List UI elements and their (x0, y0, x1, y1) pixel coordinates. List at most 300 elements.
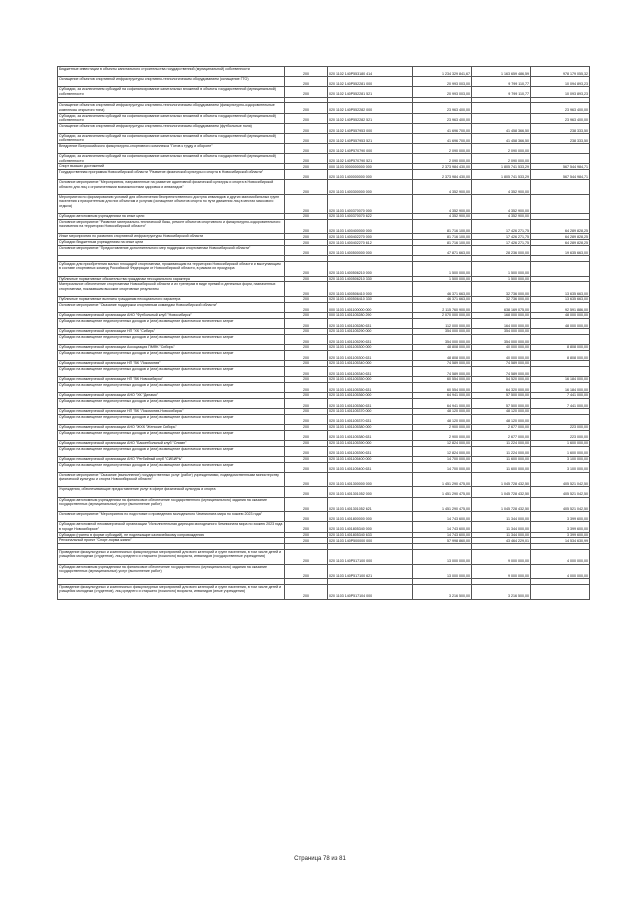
row-ved-cell: 200 (285, 564, 328, 579)
row-remaining-cell: 1 600 000,00 (531, 446, 590, 456)
row-remaining-cell: 92 591 886,00 (531, 302, 590, 312)
row-ved-cell: 200 (285, 246, 328, 256)
row-remaining-cell: 48 000 000,00 (531, 313, 590, 319)
row-ved-cell: 200 (285, 144, 328, 154)
row-remaining-cell: 4 000 000,00 (531, 564, 590, 579)
row-approved-cell: 20 993 003,00 (413, 77, 472, 87)
row-code-cell: 020 1103 1401105400 000 (328, 456, 413, 462)
row-remaining-cell: 4 000 000,00 (531, 549, 590, 564)
row-ved-cell: 200 (285, 234, 328, 240)
row-code-cell: 020 1103 1401105390 000 (328, 440, 413, 446)
row-approved-cell: 354 000 000,00 (413, 328, 472, 334)
table-row (58, 262, 590, 277)
row-executed-cell: 1 045 728 432,50 (472, 472, 531, 487)
row-remaining-cell (531, 366, 590, 376)
row-remaining-cell (531, 584, 590, 599)
row-executed-cell: 11 224 000,00 (472, 446, 531, 456)
table-row (58, 487, 590, 497)
table-row (58, 87, 590, 97)
row-name-cell: Субсидии некоммерческой организации НП "ВК Новосибирск" (58, 376, 285, 382)
row-code-cell: 020 1102 140Р557953 521 (328, 133, 413, 143)
table-row (58, 334, 590, 344)
table-row (58, 195, 590, 214)
row-executed-cell: 2 677 000,00 (472, 430, 531, 440)
row-remaining-cell: 3 100 000,00 (531, 462, 590, 472)
row-code-cell: 020 1102 140Р557953 000 (328, 123, 413, 133)
table-row (58, 414, 590, 424)
row-ved-cell: 200 (285, 350, 328, 360)
row-approved-cell: 81 716 100,00 (413, 234, 472, 240)
row-ved-cell: 200 (285, 328, 328, 334)
row-executed-cell: 9 000 000,00 (472, 549, 531, 564)
row-ved-cell: 200 (285, 532, 328, 538)
row-remaining-cell: 223 000,00 (531, 430, 590, 440)
row-approved-cell: 1 451 290 475,00 (413, 487, 472, 497)
row-executed-cell: 48 120 000,00 (472, 408, 531, 414)
row-name-cell: Субсидии некоммерческой организации АНО "ХК "Динамо" (58, 392, 285, 398)
row-code-cell: 020 1102 140Р552281 000 (328, 77, 413, 87)
row-ved-cell: 200 (285, 446, 328, 456)
row-code-cell: 000 1103 0000000000 000 (328, 164, 413, 170)
row-approved-cell: 4 352 900,00 (413, 214, 472, 220)
row-approved-cell: 47 871 663,00 (413, 246, 472, 256)
row-ved-cell: 200 (285, 344, 328, 350)
table-row (58, 113, 590, 123)
row-approved-cell: 23 963 400,00 (413, 103, 472, 113)
table-row (58, 302, 590, 312)
row-name-cell: Субсидии, за исключением субсидий на софинансирование капитальных вложений в объекты государственной (муниципальной) собственности (58, 154, 285, 164)
row-name-cell: Бюджетные инвестиции в объекты капитального строительства государственной (муниципальной) собственности (58, 67, 285, 77)
row-remaining-cell: 14 534 630,99 (531, 538, 590, 544)
row-name-cell: Субсидии, за исключением субсидий на софинансирование капитальных вложений в объекты государственной (муниципальной) собственности (58, 87, 285, 97)
row-name-cell: Субсидии некоммерческой организации АНО "Регбийный клуб "СИБИРЬ" (58, 456, 285, 462)
row-ved-cell: 200 (285, 297, 328, 303)
row-executed-cell: 9 000 000,00 (472, 564, 531, 579)
row-executed-cell: 2 090 000,00 (472, 154, 531, 164)
row-code-cell: 020 1103 1400402270 000 (328, 234, 413, 240)
row-executed-cell: 1 805 741 533,29 (472, 164, 531, 170)
row-executed-cell (472, 113, 531, 123)
row-executed-cell (472, 103, 531, 113)
row-code-cell: 020 1103 1400500000 000 (328, 246, 413, 256)
row-executed-cell: 9 799 110,77 (472, 87, 531, 97)
row-ved-cell: 200 (285, 512, 328, 522)
row-approved-cell: 57 998 860,00 (413, 538, 472, 544)
row-ved-cell: 200 (285, 549, 328, 564)
row-code-cell: 020 1103 1401105350 000 (328, 376, 413, 382)
row-code-cell: 020 1103 1401105360 000 (328, 392, 413, 398)
row-executed-cell: 1 500 000,00 (472, 276, 531, 282)
row-executed-cell: 11 344 000,00 (472, 532, 531, 538)
row-code-cell: 020 1103 1401105370 631 (328, 414, 413, 424)
row-ved-cell: 200 (285, 408, 328, 414)
row-approved-cell: 2 373 984 430,00 (413, 170, 472, 180)
row-code-cell: 020 1103 1401105380 631 (328, 430, 413, 440)
row-name-cell: Субсидии некоммерческой организации Ассоциация ПМФК "Сибирь" (58, 344, 285, 350)
row-remaining-cell (531, 154, 590, 164)
row-remaining-cell: 64 289 828,25 (531, 219, 590, 234)
row-executed-cell: 1 045 728 432,50 (472, 487, 531, 497)
row-executed-cell: 11 600 000,00 (472, 456, 531, 462)
table-row (58, 366, 590, 376)
row-approved-cell: 41 696 700,00 (413, 133, 472, 143)
row-approved-cell: 20 993 003,00 (413, 87, 472, 97)
row-approved-cell: 2 115 760 900,00 (413, 302, 472, 312)
row-name-cell: Основное мероприятие "Оказание (выполнение) государственных услуг (работ) учреждениями, подведомственными министерству физической культуры и спорта Новосибирской области" (58, 472, 285, 487)
row-remaining-cell: 405 521 042,50 (531, 497, 590, 512)
row-code-cell: 020 1103 140Р517100 000 (328, 549, 413, 564)
row-executed-cell: 354 000 000,00 (472, 334, 531, 344)
row-name-cell: Основное мероприятие "Мероприятия по подготовке и проведению молодежного Чемпионата мира по хоккею 2023 года" (58, 512, 285, 522)
row-approved-cell: 2 090 000,00 (413, 144, 472, 154)
row-executed-cell: 43 464 229,01 (472, 538, 531, 544)
row-code-cell: 020 1103 1401805340 633 (328, 532, 413, 538)
row-ved-cell: 200 (285, 462, 328, 472)
row-ved-cell: 200 (285, 262, 328, 277)
row-approved-cell: 14 743 600,00 (413, 522, 472, 532)
table-row (58, 103, 590, 113)
row-executed-cell: 57 500 000,00 (472, 392, 531, 398)
row-code-cell: 020 1103 1400402270 612 (328, 240, 413, 246)
row-name-cell: Субсидии на возмещение недополученных доходов и (или) возмещение фактически понесенных затрат (58, 446, 285, 456)
row-ved-cell: 200 (285, 313, 328, 319)
row-executed-cell: 17 426 271,75 (472, 240, 531, 246)
row-ved-cell: 200 (285, 456, 328, 462)
row-code-cell: 020 1102 140Р570790 000 (328, 144, 413, 154)
row-code-cell: 020 1103 1401301052 000 (328, 487, 413, 497)
row-code-cell: 020 1103 1400506210 330 (328, 276, 413, 282)
row-code-cell: 020 1103 1400300000 000 (328, 180, 413, 195)
row-approved-cell: 74 589 000,00 (413, 360, 472, 366)
row-remaining-cell: 64 289 828,25 (531, 234, 590, 240)
row-ved-cell: 200 (285, 366, 328, 376)
row-executed-cell: 4 352 900,00 (472, 195, 531, 214)
row-ved-cell: 200 (285, 154, 328, 164)
row-code-cell: 000 1103 1401105280 290 (328, 313, 413, 319)
row-remaining-cell: 13 635 663,00 (531, 297, 590, 303)
row-executed-cell: 17 426 271,75 (472, 219, 531, 234)
row-remaining-cell: 405 521 042,50 (531, 487, 590, 497)
row-code-cell: 020 1103 1401800000 000 (328, 512, 413, 522)
row-code-cell: 020 1103 140Р500000 000 (328, 538, 413, 544)
row-code-cell: 020 1103 140Р517100 621 (328, 564, 413, 579)
row-executed-cell: 1 163 659 486,59 (472, 67, 531, 77)
row-ved-cell: 200 (285, 398, 328, 408)
row-executed-cell: 32 736 000,00 (472, 282, 531, 297)
row-approved-cell: 48 120 000,00 (413, 414, 472, 424)
row-remaining-cell: 405 521 042,50 (531, 472, 590, 487)
row-remaining-cell: 10 094 893,23 (531, 77, 590, 87)
page-number: Страница 78 из 81 (294, 856, 346, 862)
row-approved-cell: 81 716 100,00 (413, 219, 472, 234)
row-name-cell: Субсидии автономным учреждениям на иные цели (58, 214, 285, 220)
row-executed-cell: 40 000 000,00 (472, 350, 531, 360)
row-code-cell: 020 1103 1400370070 000 (328, 195, 413, 214)
row-approved-cell: 14 743 600,00 (413, 512, 472, 522)
row-remaining-cell: 1 600 000,00 (531, 440, 590, 446)
row-code-cell: 020 1103 1400506410 330 (328, 297, 413, 303)
budget-report-page (57, 66, 588, 600)
row-code-cell: 020 1103 1400370070 622 (328, 214, 413, 220)
row-name-cell: Субсидии на возмещение недополученных доходов и (или) возмещение фактически понесенных затрат (58, 366, 285, 376)
row-remaining-cell: 8 808 000,00 (531, 344, 590, 350)
table-row (58, 512, 590, 522)
row-executed-cell: 2 677 000,00 (472, 424, 531, 430)
row-code-cell: 020 1103 1401105340 631 (328, 366, 413, 376)
row-name-cell: Субсидии некоммерческой организации НП "ВК "Локомотив" (58, 360, 285, 366)
row-ved-cell: 200 (285, 123, 328, 133)
row-ved-cell: 200 (285, 170, 328, 180)
row-approved-cell: 2 373 984 430,00 (413, 164, 472, 170)
row-approved-cell: 48 808 000,00 (413, 344, 472, 350)
row-code-cell: 020 1103 1401105360 631 (328, 398, 413, 408)
row-ved-cell: 200 (285, 276, 328, 282)
row-remaining-cell: 3 399 600,00 (531, 532, 590, 538)
table-row (58, 564, 590, 579)
row-approved-cell: 1 451 290 475,00 (413, 497, 472, 512)
row-executed-cell: 74 589 000,00 (472, 366, 531, 376)
row-remaining-cell: 7 441 000,00 (531, 392, 590, 398)
row-remaining-cell: 978 179 055,32 (531, 67, 590, 77)
row-code-cell: 020 1103 1400000000 000 (328, 170, 413, 180)
row-ved-cell: 200 (285, 195, 328, 214)
row-ved-cell: 200 (285, 240, 328, 246)
row-approved-cell: 2 900 000,00 (413, 424, 472, 430)
row-approved-cell: 14 700 000,00 (413, 462, 472, 472)
table-row (58, 123, 590, 133)
row-approved-cell: 14 700 000,00 (413, 456, 472, 462)
row-code-cell: 020 1102 140Р552282 521 (328, 113, 413, 123)
row-ved-cell: 200 (285, 219, 328, 234)
row-approved-cell: 112 000 000,00 (413, 318, 472, 328)
row-name-cell: Внедрение Всероссийского физкультурно-спортивного комплекса "Готов к труду и обороне" (58, 144, 285, 154)
row-approved-cell: 60 554 000,00 (413, 382, 472, 392)
row-approved-cell: 60 554 000,00 (413, 376, 472, 382)
row-name-cell: Субсидии на возмещение недополученных доходов и (или) возмещение фактически понесенных затрат (58, 430, 285, 440)
row-remaining-cell: 19 635 663,00 (531, 246, 590, 256)
row-executed-cell: 9 799 110,77 (472, 77, 531, 87)
row-approved-cell: 2 090 000,00 (413, 154, 472, 164)
row-ved-cell: 200 (285, 103, 328, 113)
row-remaining-cell: 64 289 828,25 (531, 240, 590, 246)
row-approved-cell: 81 716 100,00 (413, 240, 472, 246)
row-name-cell: Субсидии некоммерческой организации АНО "Футбольный клуб "Новосибирск" (58, 313, 285, 319)
row-name-cell: Материальное обеспечение спортсменам Новосибирской области и их тренерам в виде премий и денежных форм, назначенных спортсменам, показавшим высокие спортивные результаты (58, 282, 285, 297)
table-row (58, 67, 590, 77)
row-code-cell: 020 1103 1401301052 621 (328, 497, 413, 512)
row-ved-cell: 200 (285, 334, 328, 344)
row-ved-cell: 200 (285, 414, 328, 424)
row-executed-cell: 57 500 000,00 (472, 398, 531, 408)
row-approved-cell: 64 941 000,00 (413, 392, 472, 398)
row-code-cell: 020 1103 1401105350 631 (328, 382, 413, 392)
row-name-cell: Основное мероприятие "Оказание поддержки спортивным командам Новосибирской области" (58, 302, 285, 312)
row-code-cell: 020 1102 140Р553180 414 (328, 67, 413, 77)
row-remaining-cell: 567 544 984,71 (531, 164, 590, 170)
row-name-cell: Оснащение объектов спортивной инфраструктуры спортивно-технологическим оборудованием (физкультурно-оздоровительные комплексы открытого типа) (58, 103, 285, 113)
row-ved-cell: 200 (285, 497, 328, 512)
table-row (58, 246, 590, 256)
row-code-cell: 020 1102 140Р552282 000 (328, 103, 413, 113)
row-name-cell: Учреждения, обеспечивающие предоставление услуг в сфере физической культуры и спорта (58, 487, 285, 497)
row-ved-cell: 200 (285, 430, 328, 440)
row-executed-cell: 3 216 500,00 (472, 584, 531, 599)
row-code-cell: 020 1103 1401105290 000 (328, 328, 413, 334)
row-remaining-cell: 567 544 984,71 (531, 170, 590, 180)
row-name-cell: Субсидии некоммерческой организации НП "ХК "Сибирь" (58, 328, 285, 334)
row-remaining-cell (531, 334, 590, 344)
row-ved-cell: 200 (285, 87, 328, 97)
row-ved-cell: 200 (285, 282, 328, 297)
row-ved-cell: 200 (285, 538, 328, 544)
row-ved-cell: 200 (285, 302, 328, 312)
row-remaining-cell: 238 333,50 (531, 133, 590, 143)
row-remaining-cell (531, 414, 590, 424)
row-name-cell: Проведение физкультурных и комплексных физкультурных мероприятий для всех категорий и групп населения, в том числе детей и учащейся молодежи (студентов), лиц среднего и старшего (пожилого) возраста, инвалидов (государственные учреждения) (58, 549, 285, 564)
row-remaining-cell: 238 333,50 (531, 123, 590, 133)
row-approved-cell: 46 371 663,00 (413, 297, 472, 303)
row-executed-cell: 168 000 000,00 (472, 313, 531, 319)
row-executed-cell: 32 736 000,00 (472, 297, 531, 303)
table-row (58, 446, 590, 456)
row-approved-cell: 64 941 000,00 (413, 398, 472, 408)
row-executed-cell: 11 224 000,00 (472, 440, 531, 446)
row-approved-cell: 1 500 000,00 (413, 276, 472, 282)
row-name-cell: Оснащение объектов спортивной инфраструктуры спортивно-технологическим оборудованием (оснащение ГТО) (58, 77, 285, 87)
row-remaining-cell (531, 195, 590, 214)
row-approved-cell: 1 500 000,00 (413, 262, 472, 277)
row-executed-cell: 2 090 000,00 (472, 144, 531, 154)
row-remaining-cell: 10 093 893,23 (531, 87, 590, 97)
table-row (58, 133, 590, 143)
table-row (58, 170, 590, 180)
table-row (58, 180, 590, 195)
row-remaining-cell: 16 184 000,00 (531, 382, 590, 392)
row-name-cell: Публичные нормативные выплаты гражданам несоциального характера (58, 297, 285, 303)
row-approved-cell: 13 000 000,00 (413, 549, 472, 564)
row-ved-cell: 200 (285, 440, 328, 446)
row-name-cell: Основное мероприятие "Предоставление дополнительного мер поддержки спортсменам Новосибирской области" (58, 246, 285, 256)
row-name-cell: Основное мероприятие "Развитие материально-технической базы, ремонт объектов спортивного и физкультурно-оздоровительного назначения на территории Новосибирской области" (58, 219, 285, 234)
row-name-cell: Субсидии на возмещение недополученных доходов и (или) возмещение фактически понесенных затрат (58, 318, 285, 328)
row-name-cell: Субсидии, за исключением субсидий на софинансирование капитальных вложений в объекты государственной (муниципальной) собственности (58, 133, 285, 143)
row-approved-cell: 3 216 500,00 (413, 584, 472, 599)
row-remaining-cell: 3 100 000,00 (531, 456, 590, 462)
row-approved-cell: 46 371 663,00 (413, 282, 472, 297)
row-executed-cell: 28 236 000,00 (472, 246, 531, 256)
table-row (58, 472, 590, 487)
row-code-cell: 020 1103 1401105290 631 (328, 334, 413, 344)
row-executed-cell: 164 000 000,00 (472, 318, 531, 328)
row-remaining-cell: 23 963 400,00 (531, 113, 590, 123)
row-name-cell: Государственная программа Новосибирской области "Развитие физической культуры и спорта в Новосибирской области" (58, 170, 285, 180)
row-remaining-cell: 223 000,00 (531, 424, 590, 430)
table-row (58, 144, 590, 154)
row-approved-cell: 354 000 000,00 (413, 334, 472, 344)
row-approved-cell: 2 900 000,00 (413, 430, 472, 440)
row-name-cell: Субсидии некоммерческой организации АНО "ЖХК "Женские Сибирь" (58, 424, 285, 430)
row-ved-cell: 200 (285, 522, 328, 532)
row-executed-cell: 64 320 000,00 (472, 382, 531, 392)
row-ved-cell: 200 (285, 133, 328, 143)
row-name-cell: Субсидии некоммерческой организации АНО "Баскетбольный клуб "Олимп" (58, 440, 285, 446)
row-ved-cell: 200 (285, 584, 328, 599)
row-executed-cell: 41 458 366,50 (472, 133, 531, 143)
row-name-cell: Публичные нормативные обязательства гражданам несоциального характера (58, 276, 285, 282)
row-approved-cell: 2 070 000 000,00 (413, 313, 472, 319)
row-code-cell: 000 1103 1401100000 000 (328, 302, 413, 312)
row-approved-cell: 48 120 000,00 (413, 408, 472, 414)
row-name-cell: Субсидии бюджетным учреждениям на иные цели (58, 240, 285, 246)
row-code-cell: 020 1103 1401805340 000 (328, 522, 413, 532)
row-executed-cell: 4 352 900,00 (472, 214, 531, 220)
row-code-cell: 020 1103 1400506410 000 (328, 282, 413, 297)
row-executed-cell: 17 426 271,75 (472, 234, 531, 240)
row-executed-cell: 41 458 366,50 (472, 123, 531, 133)
table-row (58, 382, 590, 392)
table-row (58, 584, 590, 599)
row-code-cell: 020 1103 1401300000 000 (328, 472, 413, 487)
row-approved-cell: 1 451 290 475,00 (413, 472, 472, 487)
row-ved-cell: 200 (285, 214, 328, 220)
row-ved-cell: 200 (285, 180, 328, 195)
row-approved-cell: 4 352 900,00 (413, 180, 472, 195)
row-code-cell: 020 1102 140Р570790 521 (328, 154, 413, 164)
row-ved-cell: 200 (285, 318, 328, 328)
row-remaining-cell (531, 144, 590, 154)
row-code-cell: 020 1103 1401105280 631 (328, 318, 413, 328)
row-code-cell: 020 1102 140Р552281 521 (328, 87, 413, 97)
table-row (58, 350, 590, 360)
row-executed-cell: 354 000 000,00 (472, 328, 531, 334)
table-row (58, 77, 590, 87)
row-name-cell: Мероприятия по формированию условий для обеспечения беспрепятственного доступа инвалидов и других маломобильных групп населения к приоритетным для них объектам и услугам (оснащение объектов спорта по пути движения лиц в местах массового отдыха) (58, 195, 285, 214)
table-row (58, 282, 590, 297)
row-ved-cell: 200 (285, 77, 328, 87)
table-row (58, 549, 590, 564)
row-code-cell: 020 1103 1401105300 631 (328, 350, 413, 360)
row-approved-cell: 48 808 000,00 (413, 350, 472, 360)
row-code-cell: 020 1103 140Р517104 000 (328, 584, 413, 599)
table-row (58, 462, 590, 472)
table-row (58, 497, 590, 512)
row-remaining-cell: 3 399 600,00 (531, 522, 590, 532)
row-executed-cell: 11 600 000,00 (472, 462, 531, 472)
row-ved-cell: 200 (285, 472, 328, 487)
row-name-cell: Субсидии на возмещение недополученных доходов и (или) возмещение фактически понесенных затрат (58, 334, 285, 344)
row-name-cell: Субсидии (гранты в форме субсидий), не подлежащие казначейскому сопровождению (58, 532, 285, 538)
row-executed-cell: 4 352 900,00 (472, 180, 531, 195)
row-executed-cell: 40 000 000,00 (472, 344, 531, 350)
row-name-cell: Субсидии некоммерческой организации НП "ВК "Локомотив-Новосибирск" (58, 408, 285, 414)
row-name-cell: Субсидии для приобретения малых площадей спортсменам, проживающим на территории Новосибирской области и выступающим в составе спортивных команд Российской Федерации от Новосибирской области, в рамках их прокурора (58, 262, 285, 277)
row-ved-cell: 200 (285, 67, 328, 77)
row-code-cell: 020 1103 1401105370 000 (328, 408, 413, 414)
table-row (58, 219, 590, 234)
row-executed-cell: 74 589 000,00 (472, 360, 531, 366)
row-name-cell: Субсидии на возмещение недополученных доходов и (или) возмещение фактически понесенных затрат (58, 350, 285, 360)
row-name-cell: Субсидии, за исключением субсидий на софинансирование капитальных вложений в объекты государственной (муниципальной) собственности (58, 113, 285, 123)
row-approved-cell: 12 824 000,00 (413, 440, 472, 446)
row-ved-cell: 200 (285, 424, 328, 430)
row-approved-cell: 4 352 900,00 (413, 195, 472, 214)
row-name-cell: Субсидии на возмещение недополученных доходов и (или) возмещение фактически понесенных затрат (58, 462, 285, 472)
row-name-cell: Спорт высших достижений (58, 164, 285, 170)
row-name-cell: Субсидии автономным учреждениям на финансовое обеспечение государственного (муниципального) задания на оказание государственных (муниципальных) услуг (выполнение работ) (58, 564, 285, 579)
row-name-cell: Основное мероприятие "Мероприятия, направленные на развитие адаптивной физической культуры и спорта в Новосибирской области для лиц с ограниченными возможностями здоровья и инвалидов" (58, 180, 285, 195)
row-ved-cell: 200 (285, 392, 328, 398)
row-ved-cell: 200 (285, 382, 328, 392)
